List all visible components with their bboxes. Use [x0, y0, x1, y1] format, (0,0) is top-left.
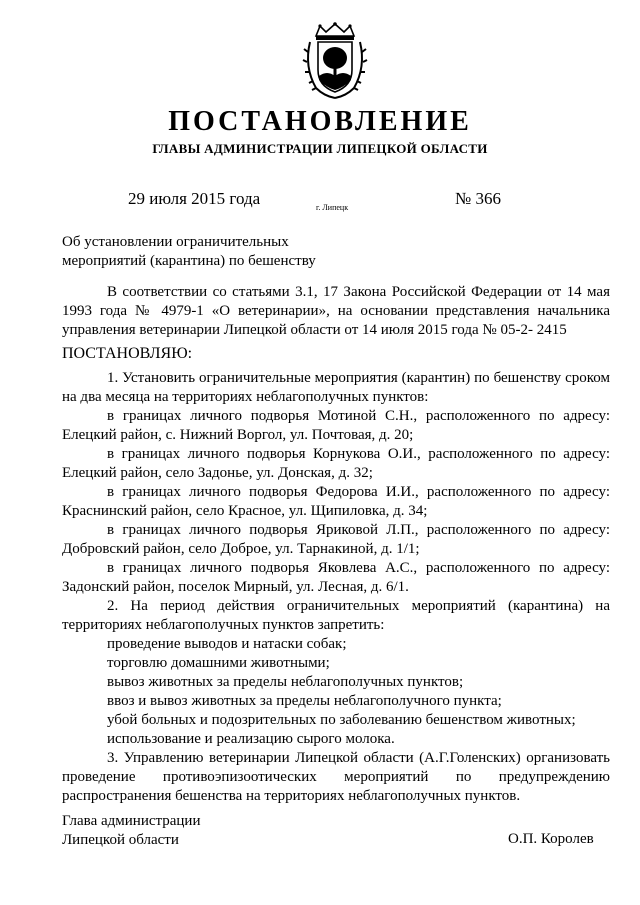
quarantine-place: в границах личного подворья Федорова И.И., расположенного по адресу: Краснинский район, село Красное, ул. Щипиловка, д. 34; [62, 484, 610, 519]
subject-line: Об установлении ограничительных [62, 234, 289, 250]
prohibition-item: вывоз животных за пределы неблагополучных пунктов; [107, 674, 464, 690]
preamble-paragraph: В соответствии со статьями 3.1, 17 Закона Российской Федерации от 14 мая 1993 года № 4979-1 «О ветеринарии», на основании представления начальника управления ветеринарии Липецкой области от 14 июля 2015 года № 05-2- 2415 [62, 284, 610, 338]
document-city: г. Липецк [316, 203, 349, 212]
quarantine-place: в границах личного подворья Мотиной С.Н., расположенного по адресу: Елецкий район, с. Нижний Воргол, ул. Почтовая, д. 20; [62, 408, 610, 443]
prohibition-item: торговлю домашними животными; [107, 655, 330, 671]
document-number: № 366 [455, 189, 501, 208]
signature-position-line: Глава администрации [62, 813, 201, 829]
signature-position [62, 812, 200, 850]
document-date: 29 июля 2015 года [128, 189, 261, 208]
item-1-paragraph: 1. Установить ограничительные мероприятия (карантин) по бешенству сроком на два месяца на территориях неблагополучных пунктов: [62, 370, 610, 405]
prohibition-item: использование и реализацию сырого молока. [107, 731, 395, 747]
subject-line: мероприятий (карантина) по бешенству [62, 253, 316, 269]
quarantine-place: в границах личного подворья Яриковой Л.П., расположенного по адресу: Добровский район, село Доброе, ул. Тарнакиной, д. 1/1; [62, 522, 610, 557]
prohibition-item: убой больных и подозрительных по заболеванию бешенством животных; [107, 712, 576, 728]
signatory-name: О.П. Королев [508, 831, 594, 847]
quarantine-place: в границах личного подворья Корнукова О.И., расположенного по адресу: Елецкий район, село Задонье, ул. Донская, д. 32; [62, 446, 610, 481]
prohibition-item: ввоз и вывоз животных за пределы неблагополучного пункта; [107, 693, 502, 709]
item-2-paragraph: 2. На период действия ограничительных мероприятий (карантина) на территориях неблагополучных пунктов запретить: [62, 598, 610, 633]
issuer-subtitle: ГЛАВЫ АДМИНИСТРАЦИИ ЛИПЕЦКОЙ ОБЛАСТИ [152, 141, 488, 156]
item-3-paragraph: 3. Управлению ветеринарии Липецкой области (А.Г.Голенских) организовать проведение противоэпизоотических мероприятий по предупреждению распространения бешенства на территориях неблагополучных пунктов. [62, 750, 610, 804]
quarantine-place: в границах личного подворья Яковлева А.С., расположенного по адресу: Задонский район, поселок Мирный, ул. Лесная, д. 6/1. [62, 560, 610, 595]
document-subject [62, 233, 362, 271]
coat-of-arms-emblem [302, 22, 368, 100]
document-body [62, 283, 610, 806]
prohibition-item: проведение выводов и натаски собак; [107, 636, 347, 652]
decree-heading: ПОСТАНОВЛЯЮ: [62, 345, 193, 362]
document-title: ПОСТАНОВЛЕНИЕ [168, 106, 472, 137]
signature-position-line: Липецкой области [62, 832, 179, 848]
